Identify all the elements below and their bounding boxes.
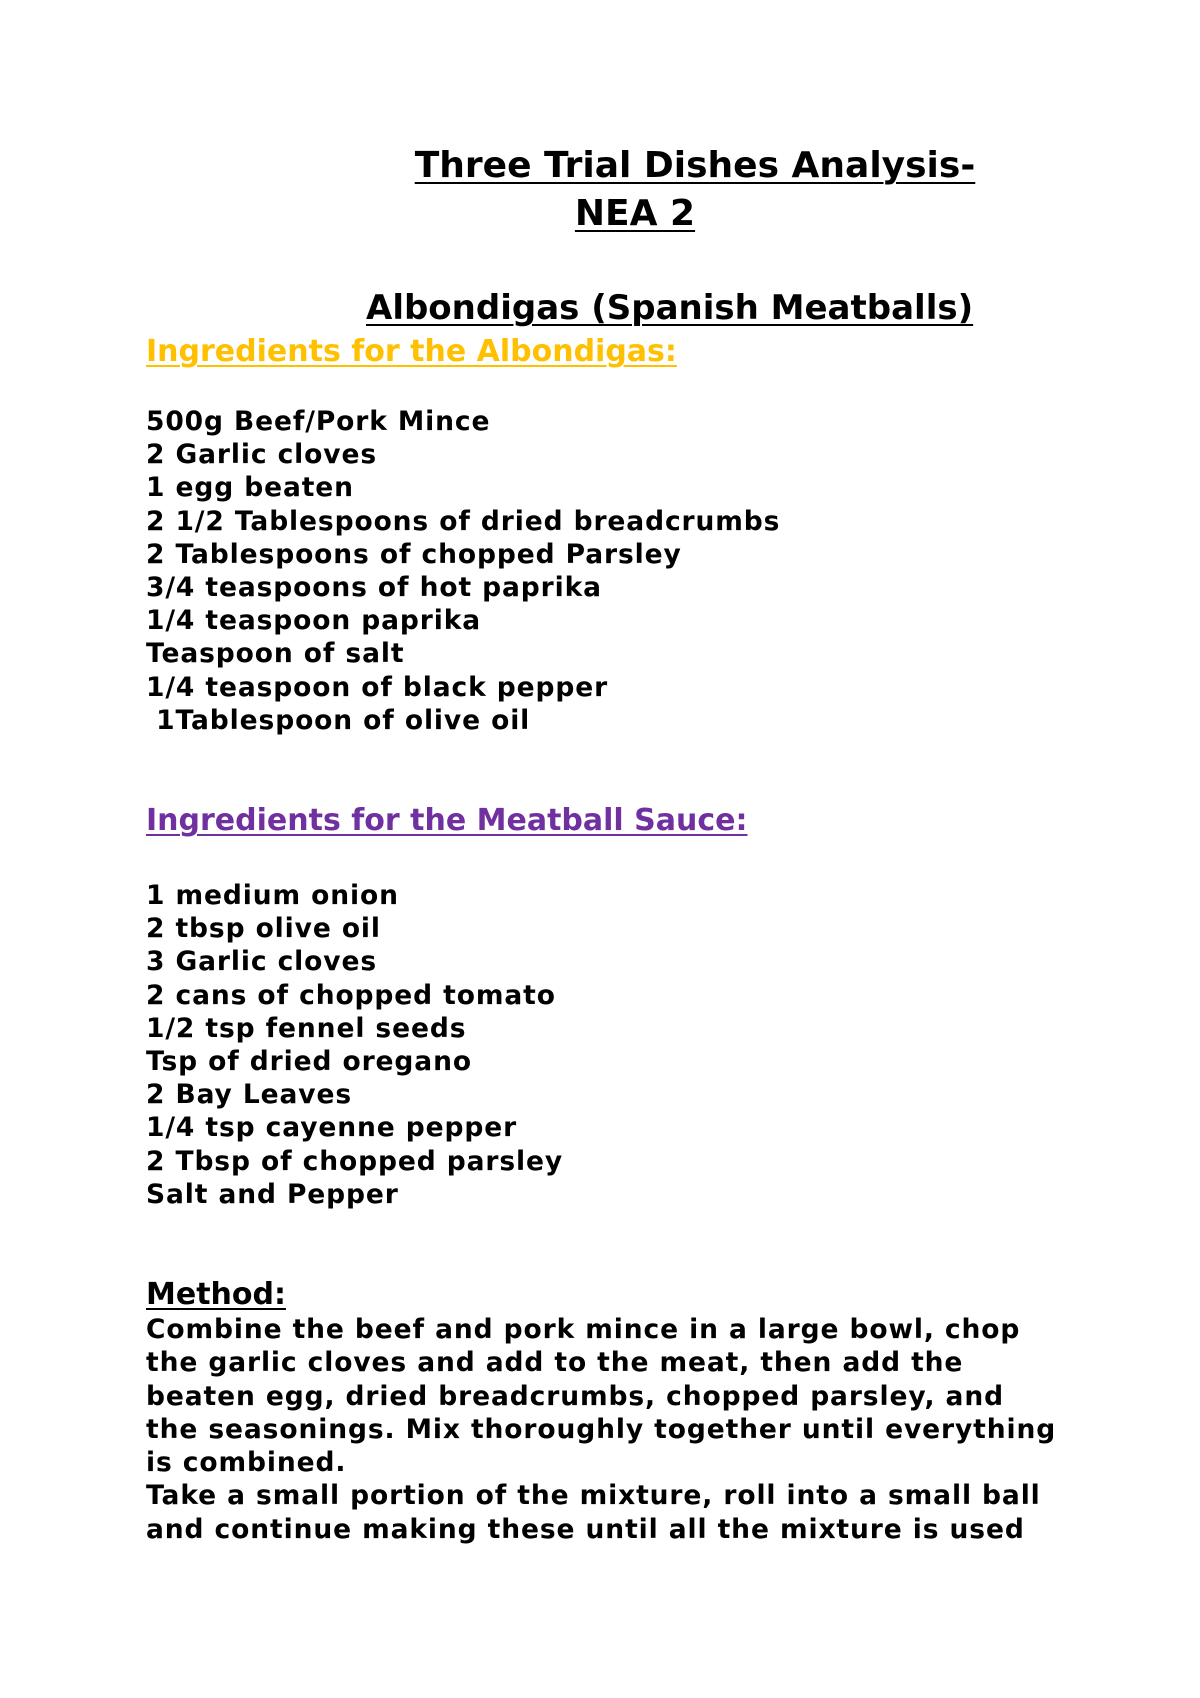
albondigas-ingredients-list [146,405,1066,737]
list-item: 1Tablespoon of olive oil [146,704,531,736]
sauce-ingredients-list [146,879,1066,1211]
list-item: 1 medium onion [146,880,399,911]
sauce-ingredients-heading: Ingredients for the Meatball Sauce: [146,803,748,838]
list-item: 1/4 teaspoon of black pepper [146,671,609,703]
list-item: 2 1/2 Tablespoons of dried breadcrumbs [146,505,781,537]
list-item: 2 tbsp olive oil [146,913,381,945]
list-item: Teaspoon of salt [146,638,405,670]
list-item: 2 cans of chopped tomato [146,979,556,1011]
list-item: 500g Beef/Pork Mince [146,406,491,437]
list-item: Salt and Pepper [146,1178,399,1210]
list-item: 2 Garlic cloves [146,439,377,471]
list-item: 3 Garlic cloves [146,946,377,978]
list-item: 1/4 teaspoon paprika [146,605,482,637]
method-paragraph: Take a small portion of the mixture, roll into a small ball and continue making these until all the mixture is used [146,1480,1041,1545]
list-item: 1 egg beaten [146,472,354,504]
method-paragraph: Combine the beef and pork mince in a large bowl, chop the garlic cloves and add to the meat, then add the beaten egg, dried breadcrumbs, chopped parsley, and the seasonings. Mix thoroughly together until everything is combined. [146,1314,1057,1479]
list-item: 2 Tablespoons of chopped Parsley [146,538,682,570]
method-body [146,1313,1066,1546]
title-line-1: Three Trial Dishes Analysis- [414,145,976,186]
list-item: 1/4 tsp cayenne pepper [146,1112,518,1144]
title-line-2: NEA 2 [574,193,696,234]
list-item: 2 Tbsp of chopped parsley [146,1145,564,1177]
list-item: 2 Bay Leaves [146,1079,352,1111]
list-item: Tsp of dried oregano [146,1046,472,1078]
document-title [0,142,1200,238]
dish-title: Albondigas (Spanish Meatballs) [366,288,974,328]
albondigas-ingredients-heading: Ingredients for the Albondigas: [146,334,677,369]
list-item: 3/4 teaspoons of hot paprika [146,572,602,604]
list-item: 1/2 tsp fennel seeds [146,1012,467,1044]
method-heading: Method: [146,1277,286,1312]
